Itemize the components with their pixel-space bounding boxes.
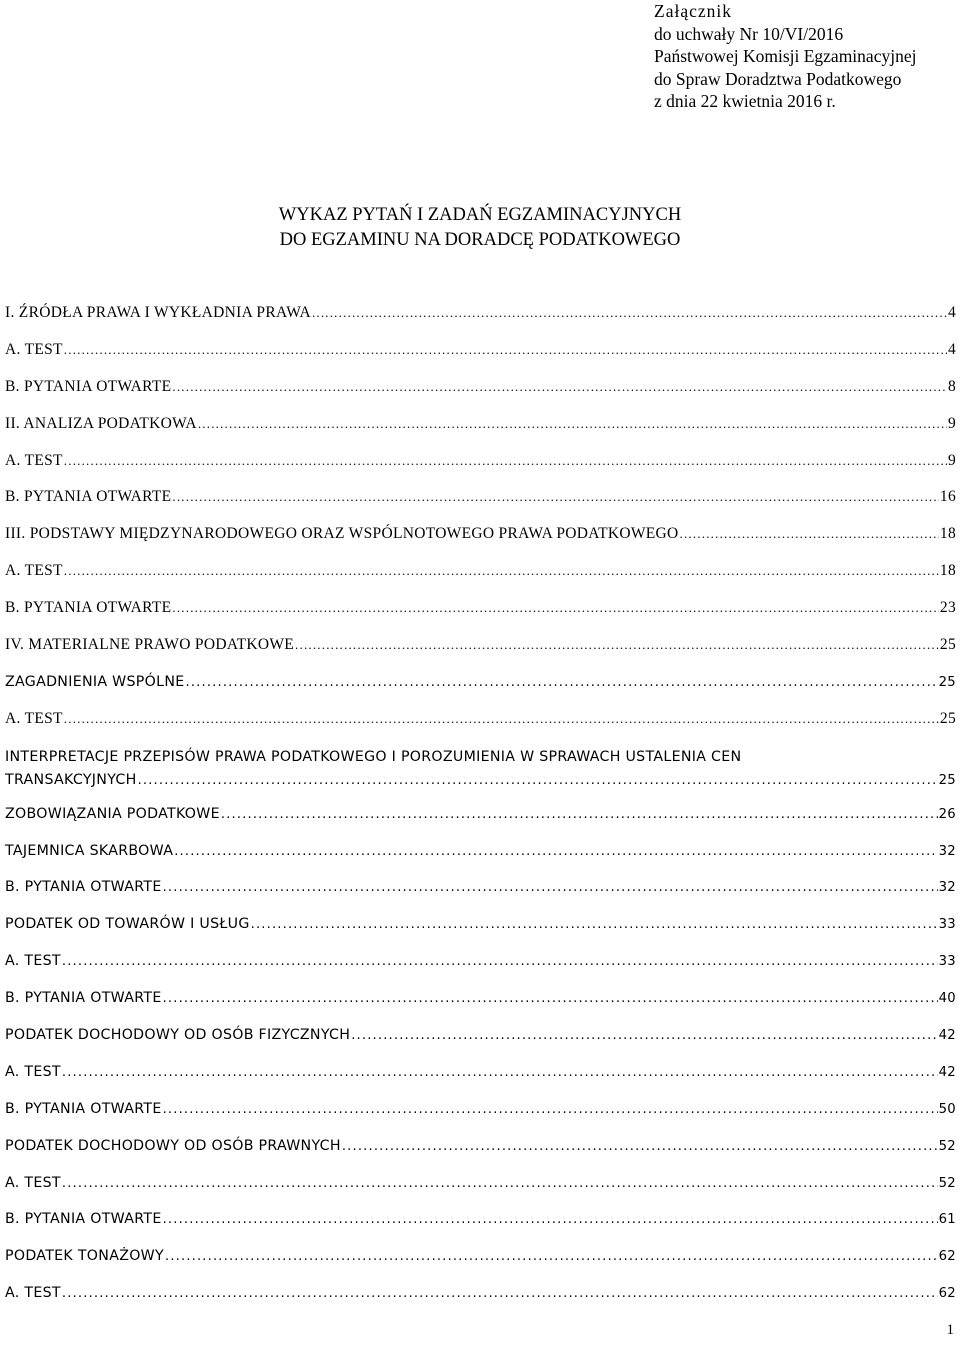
toc-entry-title: PODATEK DOCHODOWY OD OSÓB FIZYCZNYCH [5,1027,351,1044]
resolution-number: do uchwały Nr 10/VI/2016 [654,23,844,44]
toc-entry[interactable] [5,671,956,708]
toc-entry[interactable] [5,376,956,413]
toc-entry[interactable] [5,486,956,523]
toc-entry-page: 32 [938,843,956,859]
toc-entry-title: A. TEST [5,340,63,358]
toc-entry-page: 18 [939,562,956,580]
dot-leader [61,1283,938,1305]
toc-entry-title: IV. MATERIALNE PRAWO PODATKOWE [5,636,295,654]
toc-entry-page: 4 [947,340,956,358]
toc-entry[interactable] [5,450,956,487]
toc-entry-page: 9 [947,451,956,469]
dot-leader [63,450,947,472]
toc-entry[interactable] [5,745,956,803]
toc-entry-page: 61 [938,1212,956,1228]
toc-entry-title: A. TEST [5,1063,61,1080]
toc-entry-title: ZAGADNIENIA WSPÓLNE [5,673,185,690]
dot-leader [162,1209,938,1231]
dot-leader [63,560,939,582]
attachment-label: Załącznik [654,1,732,21]
toc-entry[interactable] [5,1098,956,1135]
toc-entry-page: 18 [939,525,956,543]
toc-entry[interactable] [5,1172,956,1209]
dot-leader [171,597,938,619]
toc-entry-page: 26 [938,806,956,822]
toc-entry-page: 40 [938,991,956,1007]
toc-entry-title: A. TEST [5,953,61,970]
toc-entry[interactable] [5,840,956,877]
dot-leader [63,708,939,730]
toc-entry-title: B. PYTANIA OTWARTE [5,599,172,617]
toc-entry[interactable] [5,597,956,634]
toc-entry[interactable] [5,1208,956,1245]
page-number: 1 [946,1322,954,1338]
dot-leader [185,672,938,694]
toc-entry[interactable] [5,708,956,745]
toc-entry-title: B. PYTANIA OTWARTE [5,377,172,395]
title-line-2: DO EGZAMINU NA DORADCĘ PODATKOWEGO [279,230,681,250]
toc-entry-page: 9 [947,414,956,432]
toc-entry[interactable] [5,302,956,339]
toc-entry-page: 62 [938,1249,956,1265]
dot-leader [197,413,947,435]
toc-entry[interactable] [5,1245,956,1282]
toc-entry-page: 25 [939,636,956,654]
commission-name: Państwowej Komisji Egzaminacyjnej [654,46,917,66]
toc-entry[interactable] [5,560,956,597]
dot-leader [220,804,938,826]
dot-leader [162,877,938,899]
toc-entry-title: B. PYTANIA OTWARTE [5,990,162,1007]
toc-entry[interactable] [5,1061,956,1098]
toc-entry-title: PODATEK DOCHODOWY OD OSÓB PRAWNYCH [5,1137,341,1154]
dot-leader [350,1025,937,1047]
dot-leader [61,1062,938,1084]
toc-entry[interactable] [5,803,956,840]
dot-leader [162,988,938,1010]
dot-leader [61,951,938,973]
toc-entry[interactable] [5,523,956,560]
toc-entry-title-line-1: INTERPRETACJE PRZEPISÓW PRAWA PODATKOWEGO I POROZUMIENIA W SPRAWACH USTALENIA CEN [5,748,742,765]
toc-entry[interactable] [5,987,956,1024]
dot-leader [61,1173,938,1195]
toc-entry-page: 33 [938,917,956,933]
toc-entry-title: B. PYTANIA OTWARTE [5,1100,162,1117]
toc-entry[interactable] [5,339,956,376]
toc-entry-title: II. ANALIZA PODATKOWA [5,414,197,432]
document-title [0,203,960,253]
toc-entry-title: PODATEK TONAŻOWY [5,1248,164,1265]
toc-entry[interactable] [5,1282,956,1319]
dot-leader [679,523,939,545]
dot-leader [173,841,937,863]
dot-leader [162,1099,938,1121]
attachment-header [654,0,954,113]
toc-entry-page: 16 [939,488,956,506]
toc-entry-title: A. TEST [5,709,63,727]
title-line-1: WYKAZ PYTAŃ I ZADAŃ EGZAMINACYJNYCH [278,205,682,225]
dot-leader [171,486,938,508]
toc-entry-page: 42 [938,1064,956,1080]
toc-entry-page: 32 [938,880,956,896]
toc-entry-page: 50 [938,1101,956,1117]
toc-entry-title: TAJEMNICA SKARBOWA [5,842,174,859]
toc-entry-title: A. TEST [5,451,63,469]
resolution-date: z dnia 22 kwietnia 2016 r. [654,91,836,111]
toc-entry-title: B. PYTANIA OTWARTE [5,879,162,896]
toc-entry-title: PODATEK OD TOWARÓW I USŁUG [5,916,250,933]
commission-scope: do Spraw Doradztwa Podatkowego [654,68,902,89]
toc-entry-page: 8 [947,377,956,395]
toc-entry-page: 33 [938,954,956,970]
toc-entry-title: III. PODSTAWY MIĘDZYNARODOWEGO ORAZ WSPÓLNOTOWEGO PRAWA PODATKOWEGO [5,525,679,543]
toc-entry-page: 25 [938,772,956,788]
toc-entry-title: B. PYTANIA OTWARTE [5,488,172,506]
toc-entry-title: B. PYTANIA OTWARTE [5,1211,162,1228]
dot-leader [311,302,947,324]
dot-leader [294,634,939,656]
toc-entry[interactable] [5,413,956,450]
toc-entry-page: 25 [938,674,956,690]
toc-entry-page: 23 [939,599,956,617]
toc-entry[interactable] [5,876,956,913]
toc-entry-title: I. ŹRÓDŁA PRAWA I WYKŁADNIA PRAWA [5,304,311,321]
toc-entry-page: 52 [938,1138,956,1154]
toc-entry-title: A. TEST [5,1285,61,1302]
toc-entry[interactable] [5,634,956,671]
dot-leader [341,1136,938,1158]
toc-entry-title: A. TEST [5,1174,61,1191]
toc-entry-page: 42 [938,1028,956,1044]
dot-leader [137,770,938,792]
toc-entry-title: A. TEST [5,562,63,580]
table-of-contents [5,302,956,1319]
dot-leader [250,914,938,936]
toc-entry-page: 25 [939,709,956,727]
toc-entry-page: 4 [947,304,956,321]
toc-entry[interactable] [5,950,956,987]
toc-entry[interactable] [5,1024,956,1061]
toc-entry-page: 62 [938,1286,956,1302]
toc-entry[interactable] [5,1135,956,1172]
dot-leader [164,1246,938,1268]
dot-leader [63,339,947,361]
toc-entry-title: ZOBOWIĄZANIA PODATKOWE [5,805,220,822]
toc-entry[interactable] [5,913,956,950]
dot-leader [171,376,947,398]
toc-entry-title: TRANSAKCYJNYCH [5,771,137,788]
toc-entry-page: 52 [938,1175,956,1191]
